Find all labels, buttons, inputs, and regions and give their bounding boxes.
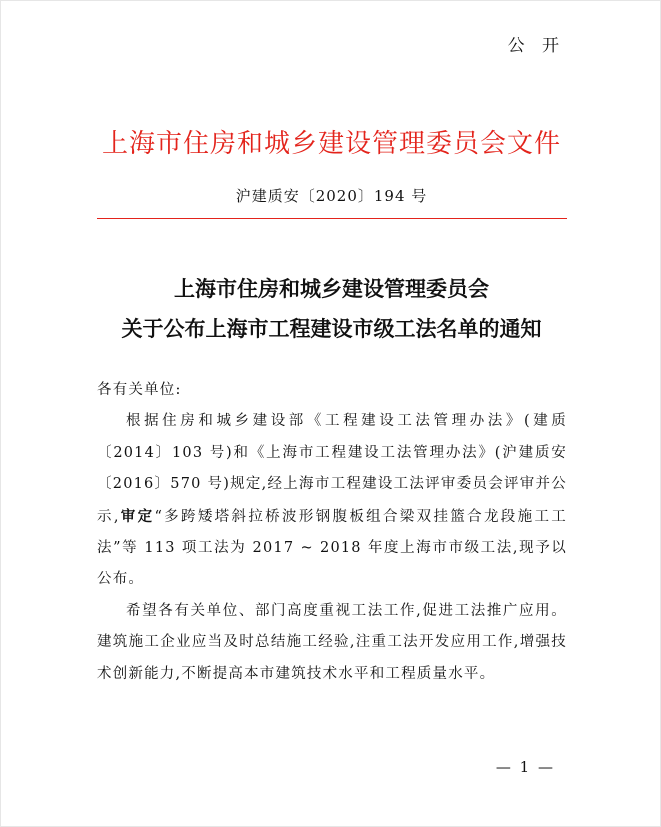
paragraph-1 (97, 406, 567, 595)
document-number: 沪建质安〔2020〕194 号 (235, 187, 428, 205)
paragraph-1-text-end: “多跨矮塔斜拉桥波形钢腹板组合梁双挂篮合龙段施工工法”等 113 项工法为 2017 ~ 2018 年度上海市市级工法,现予以公布。 (97, 508, 567, 588)
paragraph-2: 希望各有关单位、部门高度重视工法工作,促进工法推广应用。建筑施工企业应当及时总结施工经验,注重工法开发应用工作,增强技术创新能力,不断提高本市建筑技术水平和工程质量水平。 (97, 602, 567, 682)
red-divider-line (97, 218, 567, 219)
disclosure-label: 公 开 (507, 36, 565, 56)
document-title (1, 269, 661, 349)
issuer-heading: 上海市住房和城乡建设管理委员会文件 (101, 129, 561, 159)
page-number: — 1 — (495, 758, 555, 776)
title-line-1: 上海市住房和城乡建设管理委员会 (174, 277, 489, 301)
salutation: 各有关单位: (97, 382, 182, 398)
document-body (97, 375, 567, 690)
paragraph-1-bold-text: 审定 (119, 507, 155, 525)
title-line-2: 关于公布上海市工程建设市级工法名单的通知 (121, 317, 542, 341)
paragraph-1-text-start: 根据住房和城乡建设部《工程建设工法管理办法》(建质〔2014〕103 号)和《上海市工程建设工法管理办法》(沪建质安〔2016〕570 号)规定,经上海市工程建设工法评审委员会评审并公示, (97, 413, 567, 525)
